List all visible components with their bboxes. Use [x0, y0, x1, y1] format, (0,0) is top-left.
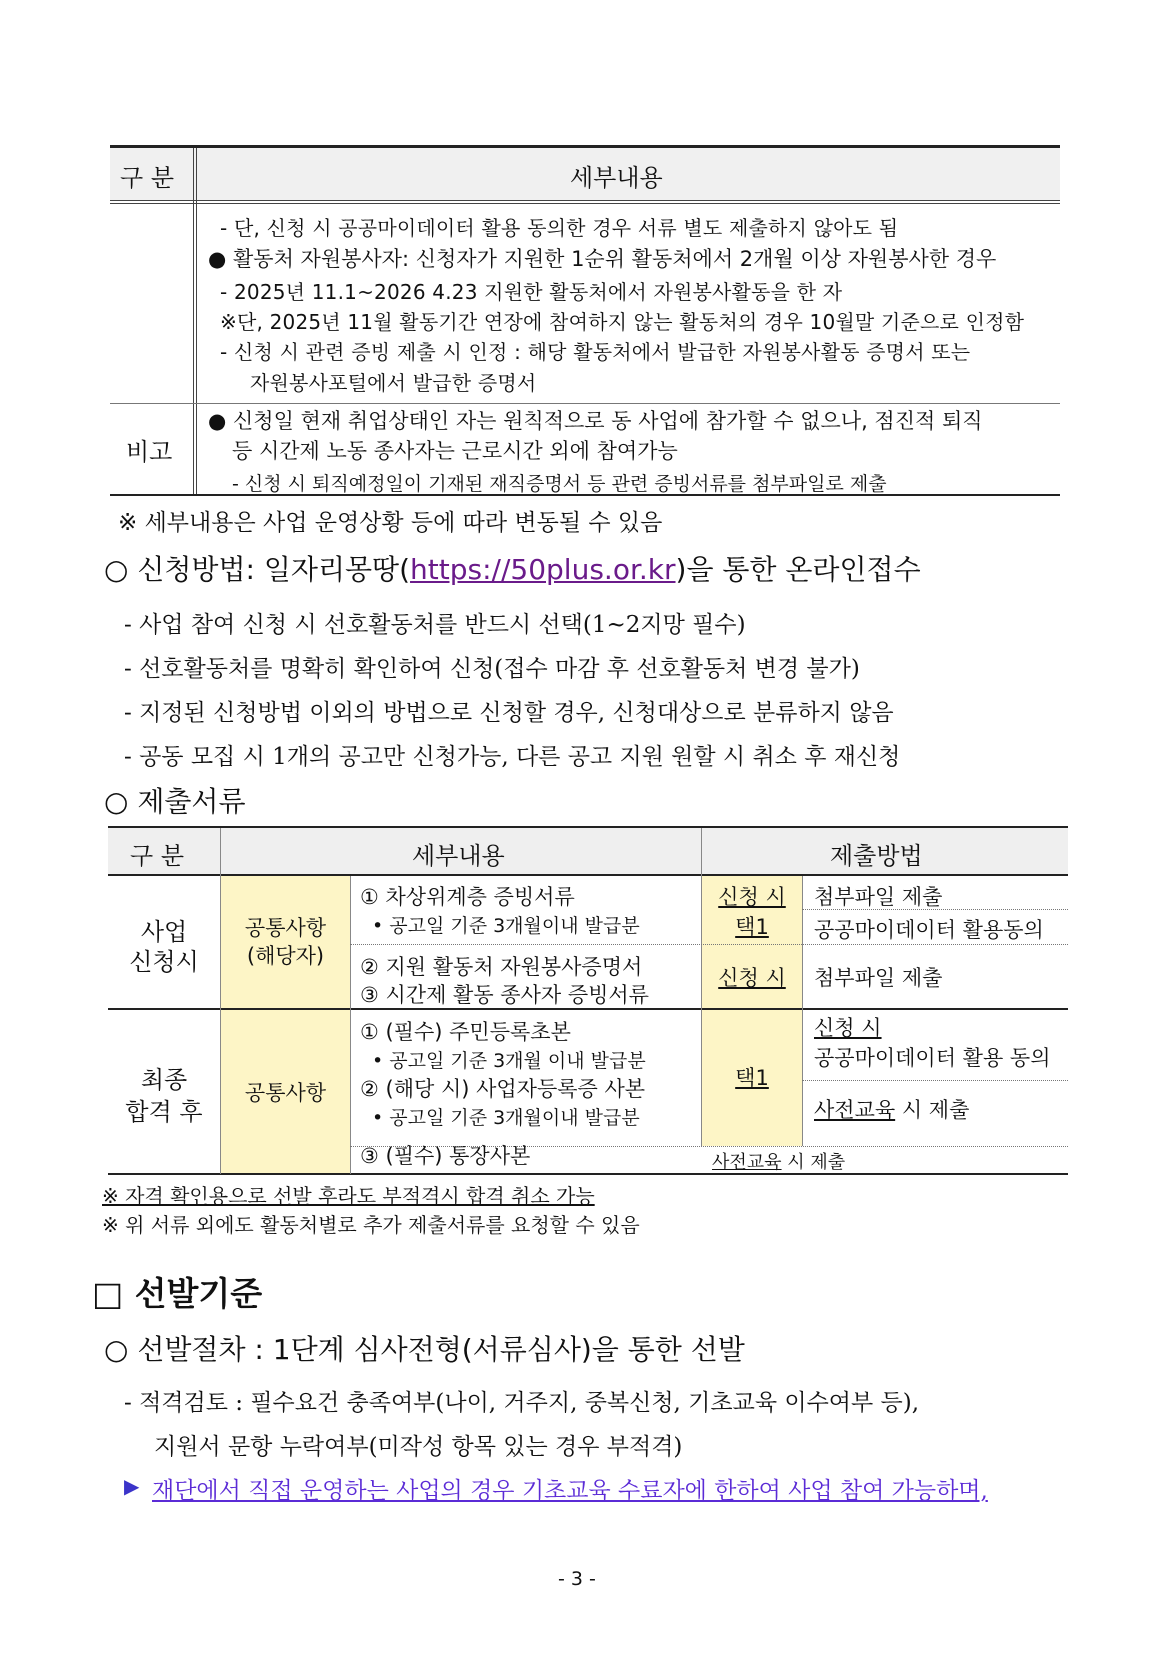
docs-header-details: 세부내용 — [412, 842, 505, 870]
docs-dotted-line — [802, 1080, 1068, 1081]
selection-item: 지원서 문항 누락여부(미작성 항목 있는 경우 부적격) — [154, 1434, 683, 1460]
docs-row1-method: 신청 시 — [718, 885, 786, 909]
docs-row1-item: ② 지원 활동처 자원봉사증명서 — [360, 955, 643, 979]
docs-row1-label: 신청시 — [129, 948, 199, 976]
docs-row2-option — [814, 1094, 969, 1124]
docs-row2-item3-method — [712, 1148, 845, 1174]
docs-header-category: 구 분 — [130, 842, 184, 870]
docs-row2-option-rest: 시 제출 — [895, 1098, 970, 1122]
docs-row1-method-option: 첨부파일 제출 — [814, 885, 943, 909]
docs-row1-common: 공통사항 — [244, 916, 327, 940]
arrow-icon: ▶ — [124, 1474, 140, 1498]
apply-item: - 지정된 신청방법 이외의 방법으로 신청할 경우, 신청대상으로 분류하지 않음 — [124, 700, 894, 726]
table1-line: ※단, 2025년 11월 활동기간 연장에 참여하지 않는 활동처의 경우 10월말 기준으로 인정함 — [220, 310, 1025, 334]
docs-row2-method: 택1 — [735, 1066, 769, 1090]
table1-line: - 단, 신청 시 공공마이데이터 활용 동의한 경우 서류 별도 제출하지 않아도 됨 — [220, 216, 899, 240]
docs-row2-common: 공통사항 — [244, 1081, 327, 1105]
docs-row2-item: ③ (필수) 통장사본 — [360, 1144, 531, 1168]
docs-row2-option-head: 신청 시 — [814, 1016, 882, 1040]
table1-header-border — [110, 200, 1060, 204]
docs-row1-label: 사업 — [140, 918, 188, 946]
selection-procedure: ○ 선발절차 : 1단계 심사전형(서류심사)을 통한 선발 — [104, 1333, 745, 1366]
apply-item: - 공동 모집 시 1개의 공고만 신청가능, 다른 공고 지원 원할 시 취소 후 재신청 — [124, 744, 901, 770]
page-number: - 3 - — [558, 1568, 596, 1590]
docs-row1-method-option: 첨부파일 제출 — [814, 966, 943, 990]
docs-row2-item: ① (필수) 주민등록초본 — [360, 1020, 571, 1044]
docs-note: ※ 위 서류 외에도 활동처별로 추가 제출서류를 요청할 수 있음 — [102, 1213, 640, 1237]
docs-row2-label: 최종 — [140, 1066, 188, 1094]
table1-line: 자원봉사포털에서 발급한 증명서 — [250, 371, 537, 395]
docs-vline — [350, 876, 351, 1174]
docs-vline — [220, 828, 221, 1174]
table1-header-category: 구 분 — [120, 164, 174, 192]
docs-row2-option-underlined: 사전교육 — [814, 1098, 896, 1122]
note-subject-to-change: ※ 세부내용은 사업 운영상황 등에 따라 변동될 수 있음 — [118, 510, 663, 536]
table1-remark-line: - 신청 시 퇴직예정일이 기재된 재직증명서 등 관련 증빙서류를 첨부파일로 제출 — [232, 473, 887, 495]
table1-remark-line: ● 신청일 현재 취업상태인 자는 원칙적으로 동 사업에 참가할 수 없으나, 점진적 퇴직 — [208, 409, 983, 433]
docs-top-border — [108, 826, 1068, 828]
apply-method-suffix: )을 통한 온라인접수 — [675, 553, 921, 586]
docs-row2-option: 공공마이데이터 활용 동의 — [814, 1046, 1051, 1070]
docs-header-bg — [108, 828, 1068, 874]
docs-dotted-line — [350, 944, 1068, 945]
docs-row1-common: (해당자) — [246, 944, 325, 968]
docs-row2-label: 합격 후 — [125, 1098, 203, 1126]
selection-item: - 적격검토 : 필수요건 충족여부(나이, 거주지, 중복신청, 기초교육 이수여부 등), — [124, 1390, 920, 1416]
docs-note: ※ 자격 확인용으로 선발 후라도 부적격시 합격 취소 가능 — [102, 1184, 595, 1208]
docs-row2-item3-method-underlined: 사전교육 — [712, 1152, 782, 1173]
docs-bottom-border — [108, 1173, 1068, 1175]
docs-row2-item3-method-rest: 시 제출 — [781, 1152, 846, 1173]
apply-method-heading — [104, 548, 921, 588]
docs-header-border — [108, 874, 1068, 876]
apply-method-prefix: ○ 신청방법: 일자리몽땅( — [104, 553, 411, 586]
docs-row1-method: 신청 시 — [718, 966, 786, 990]
selection-heading: □ 선발기준 — [92, 1274, 263, 1313]
table1-line: ● 활동처 자원봉사자: 신청자가 지원한 1순위 활동처에서 2개월 이상 자원봉사한 경우 — [208, 247, 997, 271]
docs-row1-method: 택1 — [735, 915, 769, 939]
table1-remark-line: 등 시간제 노동 종사자는 근로시간 외에 참여가능 — [232, 439, 678, 463]
table1-header-details: 세부내용 — [570, 164, 663, 192]
docs-row2-item-sub: • 공고일 기준 3개월이내 발급분 — [372, 1107, 640, 1129]
docs-vline — [802, 876, 803, 1146]
selection-highlight: 재단에서 직접 운영하는 사업의 경우 기초교육 수료자에 한하여 사업 참여 가능하며, — [152, 1478, 988, 1504]
docs-heading: ○ 제출서류 — [104, 785, 246, 818]
table1-row-divider — [110, 403, 1060, 404]
apply-url-link[interactable]: https://50plus.or.kr — [410, 553, 676, 586]
docs-row1-method-option: 공공마이데이터 활용동의 — [814, 918, 1044, 942]
docs-row2-item: ② (해당 시) 사업자등록증 사본 — [360, 1077, 646, 1101]
docs-row1-item: ① 차상위계층 증빙서류 — [360, 885, 575, 909]
table1-line: - 2025년 11.1~2026 4.23 지원한 활동처에서 자원봉사활동을 한 자 — [220, 280, 843, 304]
docs-row1-item: ③ 시간제 활동 종사자 증빙서류 — [360, 983, 649, 1007]
docs-row1-item-sub: • 공고일 기준 3개월이내 발급분 — [372, 915, 640, 937]
docs-row2-item-sub: • 공고일 기준 3개월 이내 발급분 — [372, 1050, 646, 1072]
table1-line: - 신청 시 관련 증빙 제출 시 인정 : 해당 활동처에서 발급한 자원봉사활동 증명서 또는 — [220, 340, 971, 364]
table1-column-divider — [193, 148, 197, 495]
docs-header-method: 제출방법 — [830, 842, 923, 870]
table1-remark-label: 비고 — [126, 438, 173, 466]
apply-item: - 사업 참여 신청 시 선호활동처를 반드시 선택(1~2지망 필수) — [124, 612, 746, 638]
apply-item: - 선호활동처를 명확히 확인하여 신청(접수 마감 후 선호활동처 변경 불가) — [124, 656, 860, 682]
